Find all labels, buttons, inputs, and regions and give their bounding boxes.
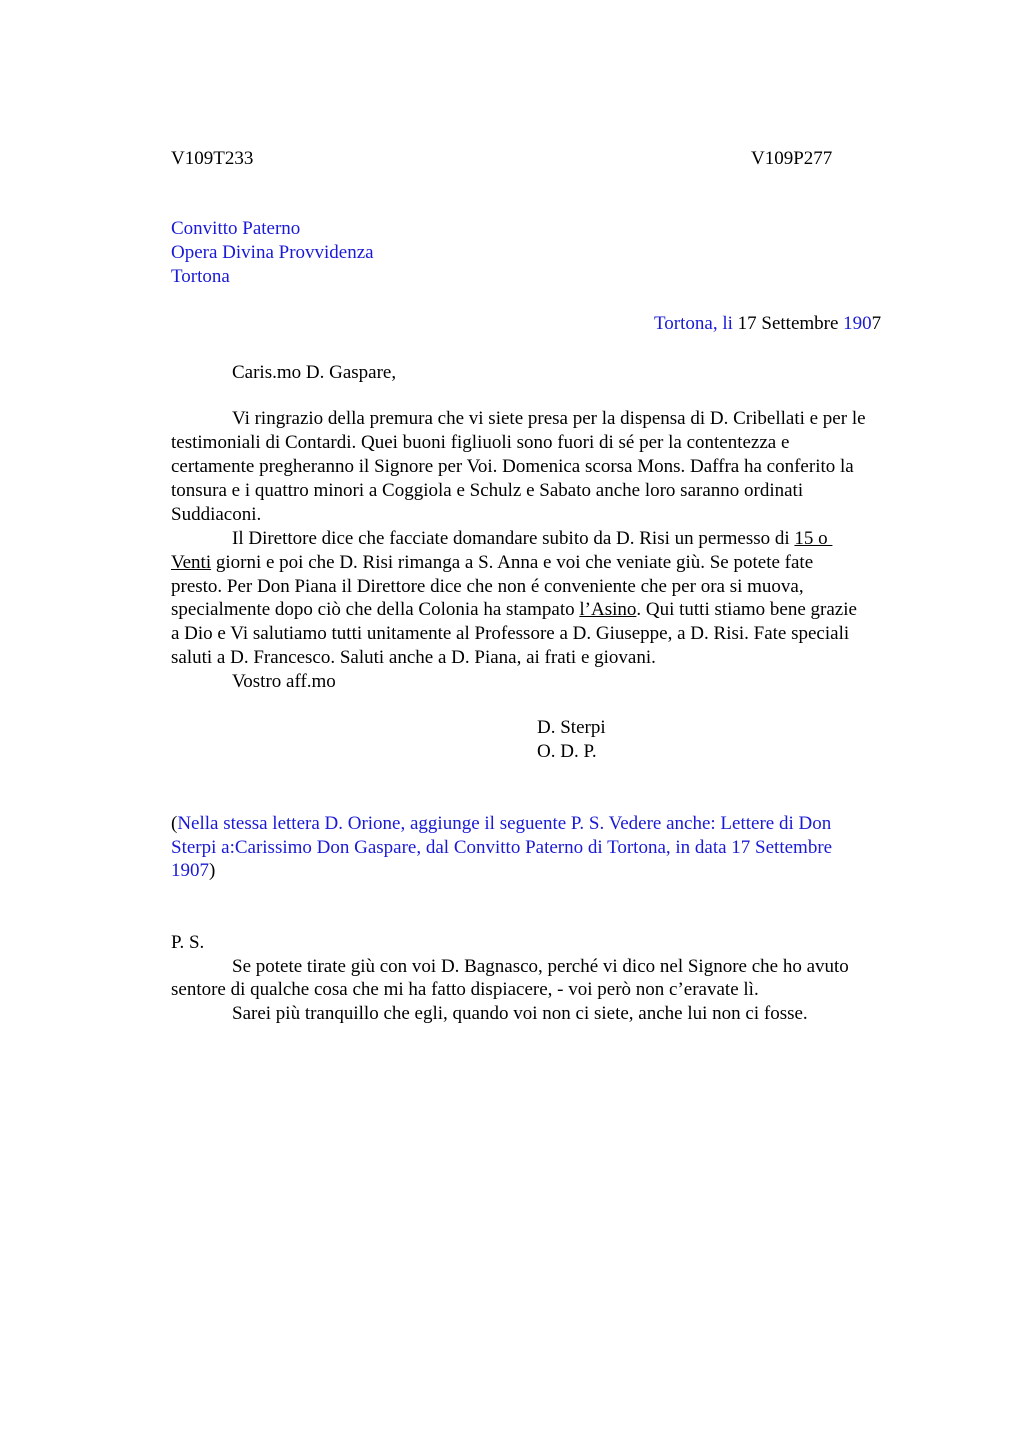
ps-line-2: sentore di qualche cosa che mi ha fatto dispiacere, - voi però non c’eravate lì.: [171, 979, 759, 1000]
letterhead-line-2: Opera Divina Provvidenza: [171, 242, 374, 263]
body-p2-line-4-text-a: specialmente dopo ciò che della Colonia ha stampato: [171, 599, 580, 620]
ps-line-1: Se potete tirate giù con voi D. Bagnasco, perché vi dico nel Signore che ho avuto: [232, 956, 849, 977]
date-day-month: 17 Settembre: [732, 313, 844, 334]
signature-name: D. Sterpi: [537, 717, 606, 738]
underlined-asino: l’Asino: [579, 599, 637, 620]
body-p1-line-3: certamente pregheranno il Signore per Voi. Domenica scorsa Mons. Daffra ha conferito la: [171, 456, 854, 477]
date-line: [654, 312, 881, 336]
date-year-part1: 190: [843, 313, 872, 334]
body-p2-line-6: saluti a D. Francesco. Saluti anche a D. Piana, ai frati e giovani.: [171, 647, 656, 668]
note-line-1: [171, 812, 831, 836]
right-code: V109P277: [751, 148, 833, 169]
body-p2-line-2-text: giorni e poi che D. Risi rimanga a S. Anna e voi che veniate giù. Se potete fate: [211, 552, 814, 573]
body-p1-line-4: tonsura e i quattro minori a Coggiola e Schulz e Sabato anche loro saranno ordinati: [171, 480, 804, 501]
body-p2-line-1-text: Il Direttore dice che facciate domandare subito da D. Risi un permesso di: [232, 528, 795, 549]
body-p2-line-5: a Dio e Vi salutiamo tutti unitamente al Professore a D. Giuseppe, a D. Risi. Fate speciali: [171, 623, 850, 644]
body-p2-line-1: [232, 527, 832, 551]
date-place: Tortona, li: [654, 313, 733, 334]
underlined-15-o: 15 o: [794, 528, 833, 549]
body-p2-line-4-text-b: . Qui tutti stiamo bene grazie: [636, 599, 857, 620]
body-p1-line-5: Suddiaconi.: [171, 504, 262, 525]
body-p2-line-2: [171, 551, 813, 575]
ps-line-3: Sarei più tranquillo che egli, quando voi non ci siete, anche lui non ci fosse.: [232, 1003, 808, 1024]
date-year-part2: 7: [871, 313, 882, 334]
left-code: V109T233: [171, 148, 254, 169]
signature-org: O. D. P.: [537, 741, 597, 762]
note-open-paren: (: [171, 813, 178, 834]
note-line-2: Sterpi a:Carissimo Don Gaspare, dal Convitto Paterno di Tortona, in data 17 Settembre: [171, 837, 833, 858]
salutation: Caris.mo D. Gaspare,: [232, 362, 397, 383]
body-p2-line-4: [171, 598, 857, 622]
note-close-paren: ): [209, 860, 216, 881]
note-text-1: Nella stessa lettera D. Orione, aggiunge il seguente P. S. Vedere anche: Lettere di Don: [177, 813, 832, 834]
note-text-3: 1907: [171, 860, 209, 881]
body-p1-line-1: Vi ringrazio della premura che vi siete presa per la dispensa di D. Cribellati e per le: [232, 408, 866, 429]
letterhead-line-3: Tortona: [171, 266, 230, 287]
body-p2-line-3: presto. Per Don Piana il Direttore dice che non é conveniente che per ora si muova,: [171, 576, 804, 597]
letterhead-line-1: Convitto Paterno: [171, 218, 301, 239]
body-p1-line-2: testimoniali di Contardi. Quei buoni figliuoli sono fuori di sé per la contentezza e: [171, 432, 790, 453]
note-line-3: [171, 859, 215, 883]
ps-label: P. S.: [171, 932, 205, 953]
closing: Vostro aff.mo: [232, 671, 336, 692]
underlined-venti: Venti: [171, 552, 212, 573]
